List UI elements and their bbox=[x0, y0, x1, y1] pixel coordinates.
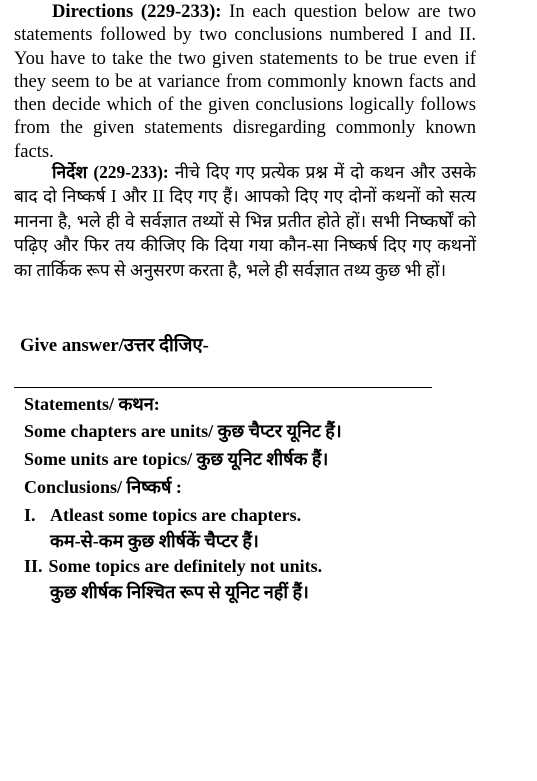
conclusion-1-hindi: कम-से-कम कुछ शीर्षकें चैप्टर हैं। bbox=[50, 531, 259, 551]
directions-english bbox=[14, 0, 476, 163]
conclusion-2-english: Some topics are definitely not units. bbox=[48, 556, 323, 576]
conclusion-2 bbox=[24, 553, 322, 605]
conclusion-2-hindi: कुछ शीर्षक निश्चित रूप से यूनिट नहीं हैं। bbox=[50, 582, 309, 602]
conclusion-2-number: II. bbox=[24, 556, 43, 576]
statement-2: Some units are topics/ कुछ यूनिट शीर्षक हैं। bbox=[24, 449, 329, 469]
conclusion-1 bbox=[24, 502, 301, 554]
conclusion-1-number: I. bbox=[24, 505, 36, 525]
give-answer: Give answer/उत्तर दीजिए- bbox=[20, 335, 209, 356]
directions-hindi bbox=[14, 160, 476, 282]
directions-hindi-label: निर्देश (229-233): bbox=[52, 162, 169, 182]
conclusions-heading: Conclusions/ निष्कर्ष : bbox=[24, 477, 182, 497]
statements-heading: Statements/ कथन: bbox=[24, 394, 160, 414]
directions-label: Directions (229-233): bbox=[52, 1, 222, 22]
directions-hindi-text: नीचे दिए गए प्रत्येक प्रश्न में दो कथन और उसके बाद दो निष्कर्ष I और II दिए गए हैं। आपको दिए गए दोनों कथनों को सत्य मानना है, भले ही वे सर्वज्ञात तथ्यों से भिन्न प्रतीत होते हों। सभी निष्कर्षों को पढ़िए और फिर तय कीजिए कि दिया गया कौन-सा निष्कर्ष दिए गए कथनों का तार्किक रूप से अनुसरण करता है, भले ही सर्वज्ञात तथ्य कुछ भी हों। bbox=[14, 162, 476, 280]
directions-text: In each question below are two statements followed by two conclusions numbered I and II. You have to take the two given statements to be true even if they seem to be at variance from commonly known facts and then decide which of the given conclusions logically follows from the given statements disregarding commonly known facts. bbox=[14, 1, 477, 162]
conclusion-1-english: Atleast some topics are chapters. bbox=[50, 505, 302, 525]
divider bbox=[14, 387, 432, 388]
statement-1: Some chapters are units/ कुछ चैप्टर यूनिट हैं। bbox=[24, 421, 342, 441]
